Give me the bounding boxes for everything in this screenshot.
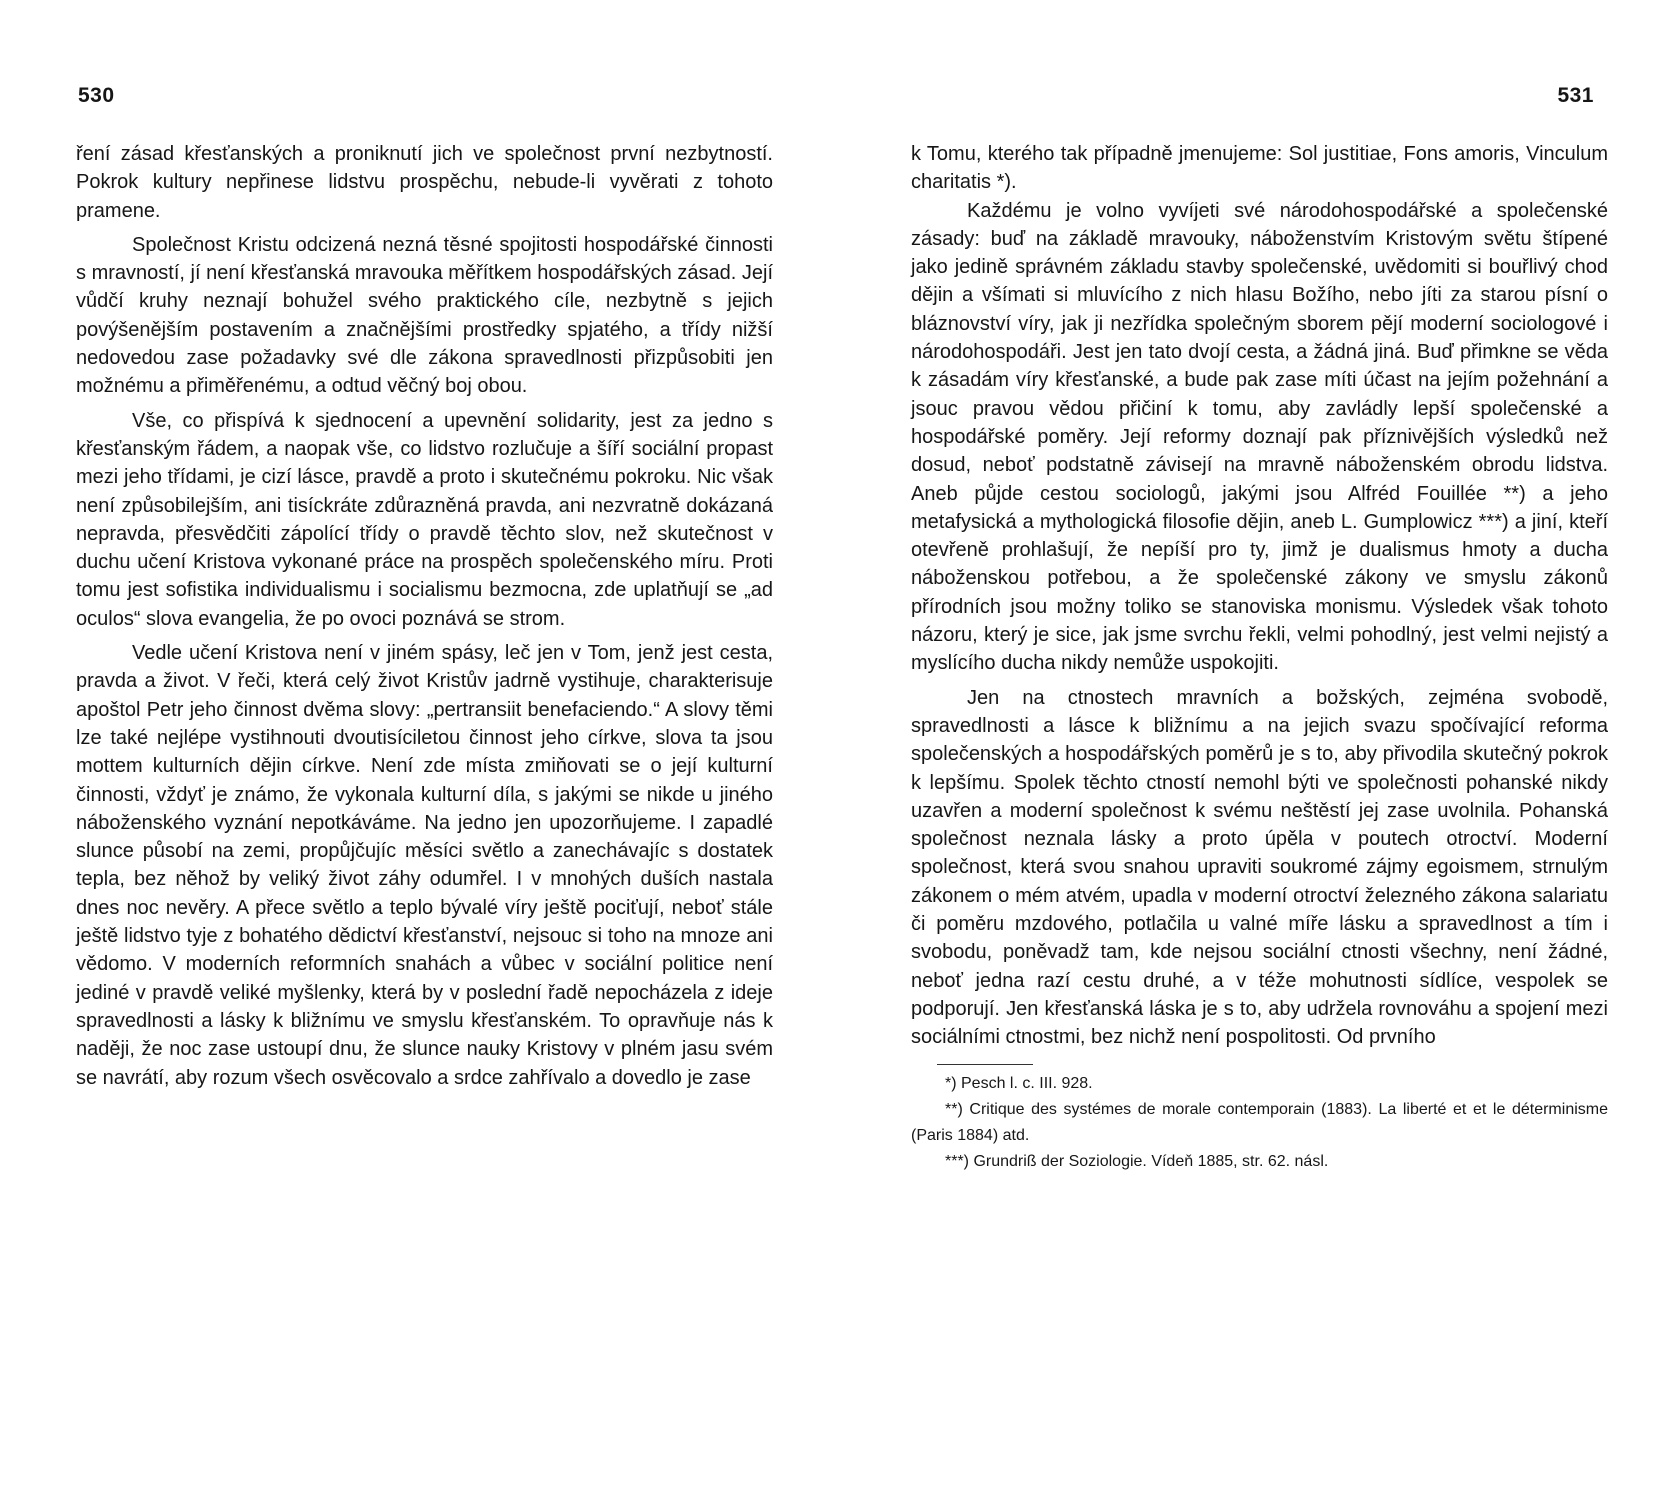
paragraph: Společnost Kristu odcizená nezná těsné spojitosti hospodářské činnosti s mravností, jí není křesťanská mravouka měřítkem hospodářských zásad. Její vůdčí kruhy neznají bohužel svého praktického cíle, nezbytně s jejich povýšenějším postavením a značnějšími prostředky spjatého, a třídy nižší nedovedou zase požadavky své dle zákona spravedlnosti přizpůsobiti jen možnému a přiměřenému, a odtud věčný boj obou. [76,233,773,398]
page-number-right: 531 [1557,84,1594,107]
paragraph: Vedle učení Kristova není v jiném spásy, leč jen v Tom, jenž jest cesta, pravda a život. V řeči, která celý život Kristův jadrně vystihuje, charakterisuje apoštol Petr jeho činnost dvěma slovy: „pertransiit benefaciendo.“ A slovy těmi lze také nejlépe vystihnouti dvoutisíciletou činnost jeho církve, slova ta jsou mottem kulturních dějin církve. Není zde místa zmiňovati se o její kulturní činnosti, vždyť je známo, že vykonala kulturní díla, s jakými se nikde u jiného náboženského vyznání nepotkáváme. Na jedno jen upozorňujeme. I zapadlé slunce působí na zemi, propůjčujíc měsíci světlo a zanechávajíc s dostatek tepla, bez něhož by veliký život záhy odumřel. I v mnohých duších nastala dnes noc nevěry. A přece světlo a teplo bývalé víry ještě pociťují, neboť stále ještě lidstvo tyje z bohatého dědictví křesťanství, nejsouc si toho na mnoze ani vědomo. V moderních reformních snahách a vůbec v sociální politice není jediné v pravdě veliké myšlenky, která by v poslední řadě nepocházela z ideje spravedlnosti a lásky k bližnímu ve smyslu křesťanském. To opravňuje nás k naději, že noc zase ustoupí dnu, že slunce nauky Kristovy v plném jasu svém se navrátí, aby rozum všech osvěcovalo a srdce zahřívalo a dovedlo je zase [76,642,773,1089]
footnote: **) Critique des systémes de morale contemporain (1883). La liberté et et le déterminisme (Paris 1884) atd. [911,1100,1608,1144]
paragraph: Každému je volno vyvíjeti své národohospodářské a společenské zásady: buď na základě mravouky, náboženstvím Kristovým světu štípené jako jedině správném základu stavby společenské, uvědomiti si bouřlivý chod dějin a všímati si mluvícího z nich hlasu Božího, nebo jíti za starou písní o bláznovství víry, jak ji nezřídka společným sborem pějí moderní sociologové i národohospodáři. Jest jen tato dvojí cesta, a žádná jiná. Buď přimkne se věda k zásadám víry křesťanské, a bude pak zase míti účast na jejím požehnání a jsouc pravou vědou přičiní k tomu, aby zavládly lepší společenské a hospodářské poměry. Její reformy doznají pak příznivějších výsledků než dosud, neboť podstatně závisejí na mravně náboženském obrodu lidstva. Aneb půjde cestou sociologů, jakými jsou Alfréd Fouillée **) a jeho metafysická a mythologická filosofie dějin, aneb L. Gumplowicz ***) a jiní, kteří otevřeně prohlašují, že nepíší pro ty, jimž je dualismus hmoty a ducha náboženskou potřebou, a že společenské zákony ve smyslu zákonů přírodních jsou možny toliko se stanoviska monismu. Výsledek však tohoto názoru, který je sice, jak jsme svrchu řekli, velmi pohodlný, jest velmi nejistý a myslícího ducha nikdy nemůže uspokojiti. [911,199,1608,675]
right-text-block [911,140,1608,1175]
paragraph: ření zásad křesťanských a proniknutí jich ve společnost první nezbytností. Pokrok kultury nepřinese lidstvu prospěchu, nebude-li vyvěrati z tohoto pramene. [76,143,773,222]
footnote-divider [937,1064,1033,1065]
paragraph: Vše, co přispívá k sjednocení a upevnění solidarity, jest za jedno s křesťanským řádem, a naopak vše, co lidstvo rozlučuje a šíří sociální propast mezi jeho třídami, je cizí lásce, pravdě a proto i skutečnému pokroku. Nic však není způsobilejším, ani tisíckráte zdůrazněná pravda, ani nezvratně dokázaná nepravda, přesvědčiti zápolící třídy o pravdě těchto slov, než skutečnost v duchu učení Kristova vykonané práce na prospěch společenského míru. Proti tomu jest sofistika individualismu i socialismu bezmocna, zde uplatňují se „ad oculos“ slova evangelia, že po ovoci poznává se strom. [76,409,773,630]
footnote: *) Pesch l. c. III. 928. [945,1074,1093,1092]
paragraph: Jen na ctnostech mravních a božských, zejména svobodě, spravedlnosti a lásce k bližnímu a na jejich svazu spočívající reforma společenských a hospodářských poměrů je s to, aby přivodila skutečný pokrok k lepšímu. Spolek těchto ctností nemohl býti ve společnosti pohanské nikdy uzavřen a moderní společnost k svému neštěstí jej zase uvolnila. Pohanská společnost neznala lásky a proto úpěla v poutech otroctví. Moderní společnost, která svou snahou upraviti soukromé zájmy egoismem, strnulým zákonem o mém atvém, upadla v moderní otroctví železného zákona salariatu či poměru mzdového, potlačila u valné míře lásku a spravedlnost a tím i svobodu, poněvadž tam, kde nejsou sociální ctnosti všechny, není žádné, neboť jedna razí cestu druhé, a v téže mohutnosti sídlíce, vespolek se podporují. Jen křesťanská láska je s to, aby udržela rovnováhu a spojení mezi sociálními ctnostmi, bez nichž není pospolitosti. Od prvního [911,686,1608,1049]
paragraph: k Tomu, kterého tak případně jmenujeme: Sol justitiae, Fons amoris, Vinculum charitatis *). [911,143,1608,194]
page-number-left: 530 [78,84,115,107]
right-page [836,0,1672,1500]
left-text-block [76,140,773,1092]
footnote: ***) Grundriß der Soziologie. Vídeň 1885, str. 62. násl. [945,1152,1329,1170]
footnotes [911,1071,1608,1175]
